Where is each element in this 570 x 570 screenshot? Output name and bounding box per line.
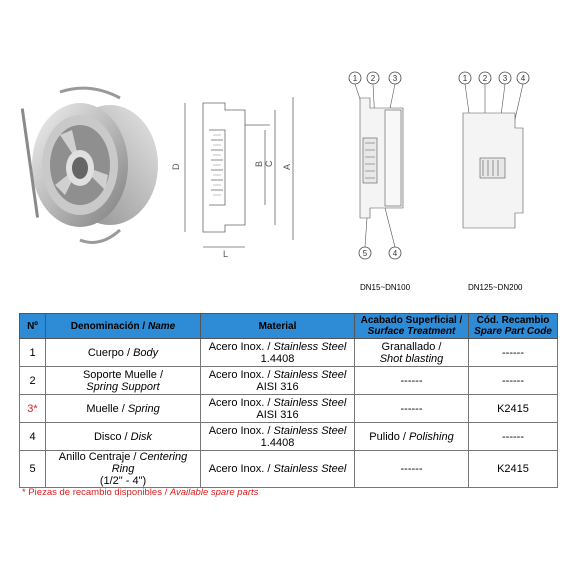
header-surface: Acabado Superficial / Surface Treatment	[355, 314, 469, 339]
row-num: 5	[20, 451, 46, 488]
table-row	[20, 395, 558, 423]
row-material: Acero Inox. / Stainless Steel	[201, 451, 355, 488]
row-name: Soporte Muelle / Spring Support	[46, 367, 201, 395]
caption-dn15-dn100: DN15~DN100	[360, 283, 411, 292]
callout-2: 2	[370, 74, 376, 83]
row-name: Disco / Disk	[46, 423, 201, 451]
row-name: Cuerpo / Body	[46, 339, 201, 367]
row-spare: ------	[469, 339, 558, 367]
parts-table	[19, 313, 558, 488]
row-surface: ------	[355, 367, 469, 395]
row-num: 4	[20, 423, 46, 451]
row-material: Acero Inox. / Stainless Steel AISI 316	[201, 395, 355, 423]
dim-label-a: A	[282, 163, 292, 170]
footnote: * Piezas de recambio disponibles / Available spare parts	[22, 487, 259, 498]
callout-1: 1	[462, 74, 468, 83]
table-row	[20, 367, 558, 395]
row-surface: ------	[355, 395, 469, 423]
valve-photo	[20, 80, 160, 250]
header-spare: Cód. Recambio Spare Part Code	[469, 314, 558, 339]
table-header-row	[20, 314, 558, 339]
dim-label-l: L	[223, 249, 229, 259]
row-spare: ------	[469, 367, 558, 395]
dim-label-c: C	[264, 160, 274, 167]
row-surface: Pulido / Polishing	[355, 423, 469, 451]
table-row	[20, 451, 558, 488]
header-name: Denominación / Name	[46, 314, 201, 339]
dimension-drawing	[165, 95, 305, 260]
caption-dn125-dn200: DN125~DN200	[468, 283, 523, 292]
row-material: Acero Inox. / Stainless Steel AISI 316	[201, 367, 355, 395]
row-surface: ------	[355, 451, 469, 488]
callout-1: 1	[352, 74, 358, 83]
callout-3: 3	[392, 74, 398, 83]
dim-label-d: D	[171, 163, 181, 170]
callout-4: 4	[520, 74, 526, 83]
callout-4: 4	[392, 249, 398, 258]
row-num: 2	[20, 367, 46, 395]
callout-3: 3	[502, 74, 508, 83]
header-material: Material	[201, 314, 355, 339]
row-spare: K2415	[469, 395, 558, 423]
row-num: 1	[20, 339, 46, 367]
row-surface: Granallado / Shot blasting	[355, 339, 469, 367]
row-material: Acero Inox. / Stainless Steel 1.4408	[201, 339, 355, 367]
table-row	[20, 339, 558, 367]
row-name: Anillo Centraje / Centering Ring (1/2" - 4")	[46, 451, 201, 488]
section-drawing-large	[455, 68, 530, 243]
row-material: Acero Inox. / Stainless Steel 1.4408	[201, 423, 355, 451]
callout-5: 5	[362, 249, 368, 258]
row-spare: K2415	[469, 451, 558, 488]
section-drawing-small	[345, 68, 415, 268]
table-row	[20, 423, 558, 451]
row-name: Muelle / Spring	[46, 395, 201, 423]
row-num: 3*	[20, 395, 46, 423]
header-num: Nº	[20, 314, 46, 339]
dim-label-b: B	[254, 160, 264, 167]
callout-2: 2	[482, 74, 488, 83]
row-spare: ------	[469, 423, 558, 451]
